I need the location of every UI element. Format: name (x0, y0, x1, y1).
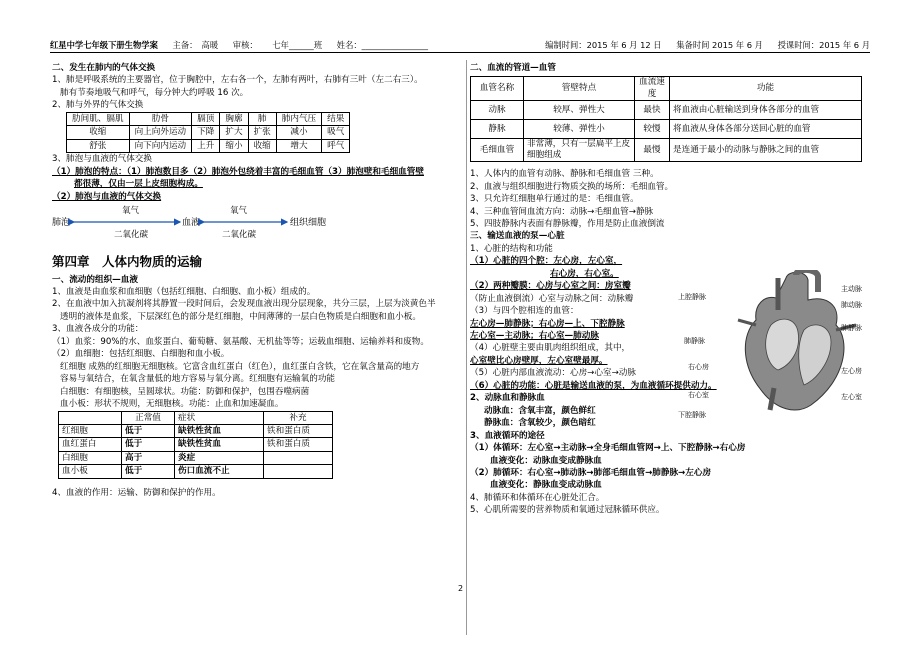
label-superior-vena-cava: 上腔静脉 (678, 293, 706, 301)
table-cell: 将血液从身体各部分送回心脏的血管 (670, 119, 862, 138)
prep-time: 集备时间 2015 年 6 月 (676, 40, 763, 50)
table-cell: 胸廓 (220, 112, 248, 125)
table-cell: 症状 (175, 411, 264, 424)
para: 1、血液是由血浆和血细胞（包括红细胞、白细胞、血小板）组成的。 (52, 287, 316, 298)
table-cell: 铁和蛋白质 (264, 425, 333, 438)
table-cell: 高于 (122, 451, 175, 464)
table-cell: 正常值 (122, 411, 175, 424)
table-row (471, 119, 862, 138)
co2-label: 二氧化碳 (222, 229, 257, 240)
para: 2、肺与外界的气体交换 (52, 100, 144, 111)
page-number: 2 (458, 584, 464, 593)
table-cell: 减小 (276, 126, 321, 139)
table-cell: 舒张 (67, 139, 130, 152)
table-row (67, 126, 350, 139)
class-field: 七年______班 (272, 40, 323, 50)
para: （6）心脏的功能：心脏是输送血液的泵，为血液循环提供动力。 (470, 380, 717, 391)
co2-label: 二氧化碳 (114, 229, 149, 240)
para: （4）心脏壁主要由肌肉组织组成，其中， (470, 343, 631, 354)
table-cell: 毛细血管 (471, 138, 524, 161)
label-pulmonary-vein: 肺静脉 (684, 337, 705, 345)
table-cell: 结果 (322, 112, 350, 125)
para: 3、血液各成分的功能： (52, 324, 144, 335)
para: 2、动脉血和静脉血 (470, 393, 545, 404)
table-cell: 伤口血流不止 (175, 465, 264, 478)
para: 肺有节奏地吸气和呼气，每分钟大约呼吸 16 次。 (60, 87, 249, 98)
table-row (59, 411, 333, 424)
heart-illustration (678, 270, 876, 420)
school-title: 红星中学七年级下册生物学案 (50, 40, 158, 50)
table-cell: 肋骨 (129, 112, 192, 125)
para: 2、血液与组织细胞进行物质交换的场所：毛细血管。 (470, 181, 674, 192)
label-inferior-vena-cava: 下腔静脉 (678, 411, 706, 419)
table-cell: 是连通于最小的动脉与静脉之间的血管 (670, 138, 862, 161)
label-right-atrium: 右心房 (688, 363, 709, 371)
table-cell (59, 411, 122, 424)
table-cell: 上升 (192, 139, 220, 152)
table-cell: 补充 (264, 411, 333, 424)
para: 左心室—主动脉；右心室—肺动脉 (470, 331, 599, 342)
table-row (59, 425, 333, 438)
label-left-ventricle: 左心室 (841, 393, 862, 401)
table-cell: 血小板 (59, 465, 122, 478)
para: 4、三种血管间血流方向：动脉→毛细血管→静脉 (470, 206, 654, 217)
table-cell: 增大 (276, 139, 321, 152)
table-cell: 向上向外运动 (129, 126, 192, 139)
para: （2）血细胞：包括红细胞、白细胞和血小板。 (52, 349, 230, 360)
table-cell: 低于 (122, 465, 175, 478)
o2-label: 氧气 (122, 205, 140, 216)
tissue-label: 组织细胞 (290, 217, 327, 228)
table-cell: 低于 (122, 425, 175, 438)
para: （2）肺循环：右心室→肺动脉→肺部毛细血管→肺静脉→左心房 (470, 468, 712, 479)
table-cell: 最快 (635, 100, 670, 119)
table-row (59, 451, 333, 464)
para: 2、在血液中加入抗凝剂将其静置一段时间后，会发现血液出现分层现象，共分三层，上层为淡黄色半 (52, 299, 436, 310)
para: （2）两种瓣膜：心房与心室之间：房室瓣 (470, 281, 631, 292)
table-row (67, 139, 350, 152)
blood-table (58, 411, 333, 479)
table-cell: 红细胞 (59, 425, 122, 438)
label-aorta: 主动脉 (841, 285, 862, 293)
para: 心室壁比心房壁厚，左心室壁最厚。 (470, 355, 608, 366)
para: 1、肺是呼吸系统的主要器官，位于胸腔中，左右各一个，左肺有两叶，右肺有三叶（左二右三）。 (52, 75, 423, 86)
para: （1）肺泡的特点：（1）肺泡数目多（2）肺泡外包绕着丰富的毛细血管（3）肺泡壁和毛细血管壁 (52, 166, 424, 177)
table-cell: 肺 (248, 112, 276, 125)
para: 红细胞 成熟的红细胞无细胞核。它富含血红蛋白（红色），血红蛋白含铁，它在氧含量高的地方 (60, 361, 420, 372)
para: 动脉血：含氧丰富，颜色鲜红 (484, 405, 596, 416)
para: （防止血液倒流）心室与动脉之间：动脉瓣 (470, 293, 634, 304)
table-cell: 下降 (192, 126, 220, 139)
table-cell: 低于 (122, 438, 175, 451)
o2-label: 氧气 (230, 205, 248, 216)
label-pulmonary-vein: 肺静脉 (841, 324, 862, 332)
table-cell: 扩大 (220, 126, 248, 139)
section-title: 一、流动的组织—血液 (52, 274, 138, 285)
column-divider (466, 60, 467, 635)
para: 血液变化：静脉血变成动脉血 (490, 480, 602, 491)
para: （1）血浆：90%的水、血浆蛋白、葡萄糖、氨基酸、无机盐等等；运载血细胞、运输养料和废物。 (52, 336, 429, 347)
para: 透明的液体是血浆，下层深红色的部分是红细胞，中间薄薄的一层白色物质是白细胞和血小板。 (60, 311, 421, 322)
table-cell: 非常薄，只有一层扁平上皮细胞组成 (524, 138, 635, 161)
label-pulmonary-artery: 肺动脉 (841, 301, 862, 309)
para: （3）与四个腔相连的血管： (470, 306, 579, 317)
para: 都很薄，仅由一层上皮细胞构成。 (74, 179, 203, 190)
table-cell: 缺铁性贫血 (175, 425, 264, 438)
para: 白细胞：有细胞核，呈圆球状。功能：防御和保护，包围吞噬病菌 (60, 386, 310, 397)
table-row (67, 112, 350, 125)
table-cell: 肋间肌、膈肌 (67, 112, 130, 125)
para: 3、血液循环的途径 (470, 430, 545, 441)
table-cell: 将血液由心脏输送到身体各部分的血管 (670, 100, 862, 119)
label-right-ventricle: 右心室 (688, 391, 709, 399)
table-cell: 膈顶 (192, 112, 220, 125)
table-cell: 铁和蛋白质 (264, 438, 333, 451)
table-cell: 收缩 (248, 139, 276, 152)
table-cell: 缺铁性贫血 (175, 438, 264, 451)
table-row (59, 438, 333, 451)
para: （5）心脏内部血液流动：心房→心室→动脉 (470, 368, 636, 379)
table-cell: 静脉 (471, 119, 524, 138)
taught-time: 授课时间：2015 年 6 月 (777, 40, 870, 50)
table-cell: 较薄、弹性小 (524, 119, 635, 138)
table-cell: 呼气 (322, 139, 350, 152)
para: 血液变化：动脉血变成静脉血 (490, 455, 602, 466)
table-cell: 动脉 (471, 100, 524, 119)
section-title: 二、血流的管道—血管 (470, 63, 556, 73)
para: 容易与氧结合，在氧含量低的地方容易与氧分离。红细胞有运输氧的功能 (60, 374, 336, 385)
para: 4、血液的作用：运输、防御和保护的作用。 (52, 487, 221, 498)
para: 5、四肢静脉内表面有静脉瓣，作用是防止血液倒流 (470, 218, 665, 229)
breathing-table (66, 112, 350, 153)
para: （2）肺泡与血液的气体交换 (52, 191, 162, 202)
table-row (471, 100, 862, 119)
table-cell: 收缩 (67, 126, 130, 139)
para: 4、肺循环和体循环在心脏处汇合。 (470, 492, 605, 503)
alveolus-label: 肺泡 (52, 217, 71, 228)
table-cell: 血红蛋白 (59, 438, 122, 451)
table-cell: 炎症 (175, 451, 264, 464)
table-row (59, 465, 333, 478)
section-title: 三、输送血液的泵—心脏 (470, 231, 565, 242)
para: 血小板：形状不规则，无细胞核。功能：止血和加速凝血。 (60, 399, 284, 410)
para: （1）体循环：左心室→主动脉→全身毛细血管网→上、下腔静脉→右心房 (470, 443, 746, 454)
name-field: 姓名：________________ (336, 40, 429, 50)
table-cell: 血流速度 (635, 77, 670, 100)
table-cell: 扩张 (248, 126, 276, 139)
vessel-table (470, 76, 862, 162)
para: 3、肺泡与血液的气体交换 (52, 154, 152, 165)
table-cell: 血管名称 (471, 77, 524, 100)
para: 1、心脏的结构和功能 (470, 243, 553, 254)
page-header (50, 39, 870, 53)
label-left-atrium: 左心房 (841, 367, 862, 375)
left-column (52, 62, 462, 499)
table-cell: 缩小 (220, 139, 248, 152)
compiled-time: 编制时间：2015 年 6 月 12 日 (545, 40, 662, 50)
table-cell: 最慢 (635, 138, 670, 161)
table-cell: 吸气 (322, 126, 350, 139)
para: 3、只允许红细胞单行通过的是：毛细血管。 (470, 194, 639, 205)
table-cell: 肺内气压 (276, 112, 321, 125)
table-cell: 较厚、弹性大 (524, 100, 635, 119)
para: 左心房—肺静脉；右心房—上、下腔静脉 (470, 318, 625, 329)
table-cell (264, 451, 333, 464)
para: 静脉血：含氧较少，颜色暗红 (484, 418, 596, 429)
editor: 主备： 高暖 (172, 40, 219, 50)
blood-label: 血液 (182, 217, 201, 228)
table-cell: 向下向内运动 (129, 139, 192, 152)
chapter-title: 第四章 人体内物质的运输 (52, 254, 203, 270)
para: 右心房，右心室。 (550, 268, 619, 279)
section-title: 二、发生在肺内的气体交换 (52, 63, 156, 73)
table-row (471, 77, 862, 100)
reviewer: 审核： (232, 40, 258, 50)
para: 1、人体内的血管有动脉、静脉和毛细血管 三种。 (470, 169, 659, 180)
table-row (471, 138, 862, 161)
gas-exchange-diagram (52, 203, 462, 243)
table-cell: 功能 (670, 77, 862, 100)
para: （1）心脏的四个腔：左心房，左心室， (470, 256, 623, 267)
table-cell: 较慢 (635, 119, 670, 138)
table-cell: 白细胞 (59, 451, 122, 464)
table-cell: 管壁特点 (524, 77, 635, 100)
table-cell (264, 465, 333, 478)
para: 5、心肌所需要的营养物质和氧通过冠脉循环供应。 (470, 505, 665, 516)
